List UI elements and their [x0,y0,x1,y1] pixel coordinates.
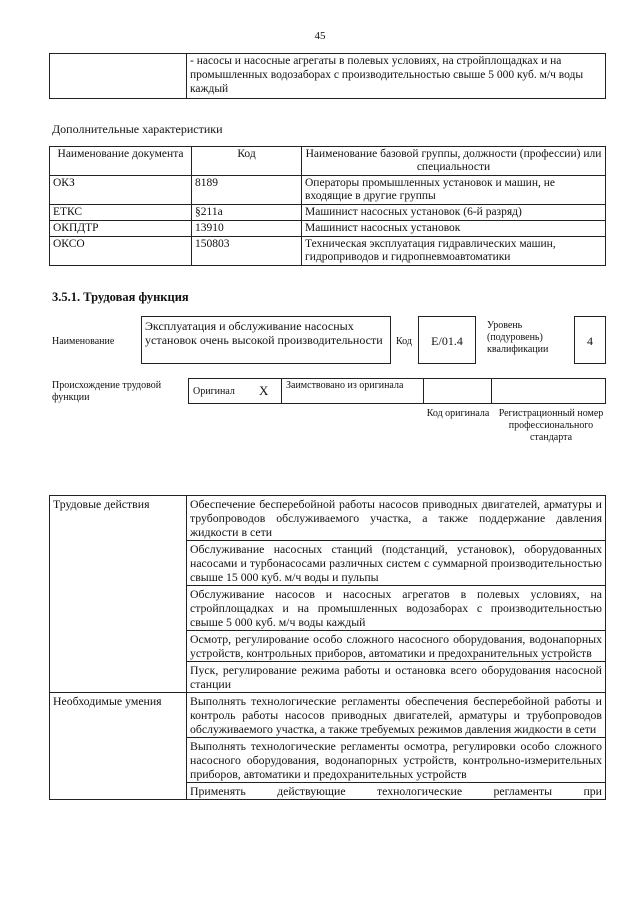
row-doc: ЕТКС [50,205,192,221]
origin-label: Происхождение трудовой функции [52,380,162,403]
original-label: Оригинал [193,386,235,397]
borrowed-label: Заимствовано из оригинала [286,380,404,391]
code-label: Код [396,336,412,347]
name-label: Наименование [52,336,115,347]
row-code: 150803 [192,237,302,266]
additional-title: Дополнительные характеристики [52,122,223,136]
row-doc: ОКЗ [50,176,192,205]
details-table [49,495,606,800]
skill-item: Выполнять технологические регламенты обеспечения бесперебойной работы и контроль работы насосов приводных двигателей, арматуры и трубопроводов обслуживаемого участка, а также требуемых режимов давления жидкости в сети [187,693,606,738]
code-original-label: Код оригинала [426,408,490,419]
continuation-text: - насосы и насосные агрегаты в полевых условиях, на стройплощадках и на промышленных водозаборах с производительностью свыше 5 000 куб. м/ч воды каждый [187,54,606,99]
section-title: 3.5.1. Трудовая функция [52,290,189,304]
row-name: Машинист насосных установок [302,221,606,237]
level-value: 4 [574,316,606,364]
action-item: Обслуживание насосов и насосных агрегатов в полевых условиях, на стройплощадках и на промышленных водозаборах с производительностью свыше 5 000 куб. м/ч воды каждый [187,586,606,631]
row-name: Техническая эксплуатация гидравлических машин, гидроприводов и гидропневмоавтоматики [302,237,606,266]
continuation-empty-cell [50,54,187,99]
divider [491,378,492,404]
action-item: Обслуживание насосных станций (подстанций, установок), оборудованных насосами и турбонасосами различных систем с суммарной производительностью свыше 15 000 куб. м/ч воды и пульпы [187,541,606,586]
header-name: Наименование базовой группы, должности (профессии) или специальности [302,147,606,176]
header-doc: Наименование документа [50,147,192,176]
row-code: 8189 [192,176,302,205]
table-row [50,221,606,237]
row-name: Операторы промышленных установок и машин, не входящие в другие группы [302,176,606,205]
skills-label: Необходимые умения [50,693,187,800]
table-row [50,205,606,221]
skill-item: Применять действующие технологические регламенты при [187,783,606,800]
table-row [50,176,606,205]
row-name: Машинист насосных установок (6-й разряд) [302,205,606,221]
function-code: E/01.4 [418,316,476,364]
row-code: §211а [192,205,302,221]
characteristics-table [49,146,606,266]
row-doc: ОКСО [50,237,192,266]
header-code: Код [192,147,302,176]
function-name: Эксплуатация и обслуживание насосных установок очень высокой производительности [141,316,391,364]
action-item: Пуск, регулирование режима работы и остановка всего оборудования насосной станции [187,662,606,693]
divider [423,378,424,404]
level-label: Уровень (подуровень) квалификации [487,320,549,355]
table-row [50,237,606,266]
continuation-table [49,53,606,99]
original-mark: X [259,383,269,398]
action-item: Обеспечение бесперебойной работы насосов приводных двигателей, арматуры и трубопроводов обслуживаемого участка, а также поддержание давления жидкости в сети [187,496,606,541]
row-doc: ОКПДТР [50,221,192,237]
row-code: 13910 [192,221,302,237]
reg-number-label: Регистрационный номер профессионального стандарта [498,408,604,443]
divider [281,378,282,404]
skill-item: Выполнять технологические регламенты осмотра, регулировки особо сложного насосного оборудования, водонапорных устройств, контрольно-измерительных приборов, автоматики и предохранительных устройств [187,738,606,783]
action-item: Осмотр, регулирование особо сложного насосного оборудования, водонапорных устройств, контрольных приборов, автоматики и предохранительных устройств [187,631,606,662]
actions-label: Трудовые действия [50,496,187,693]
page-number: 45 [314,30,326,42]
